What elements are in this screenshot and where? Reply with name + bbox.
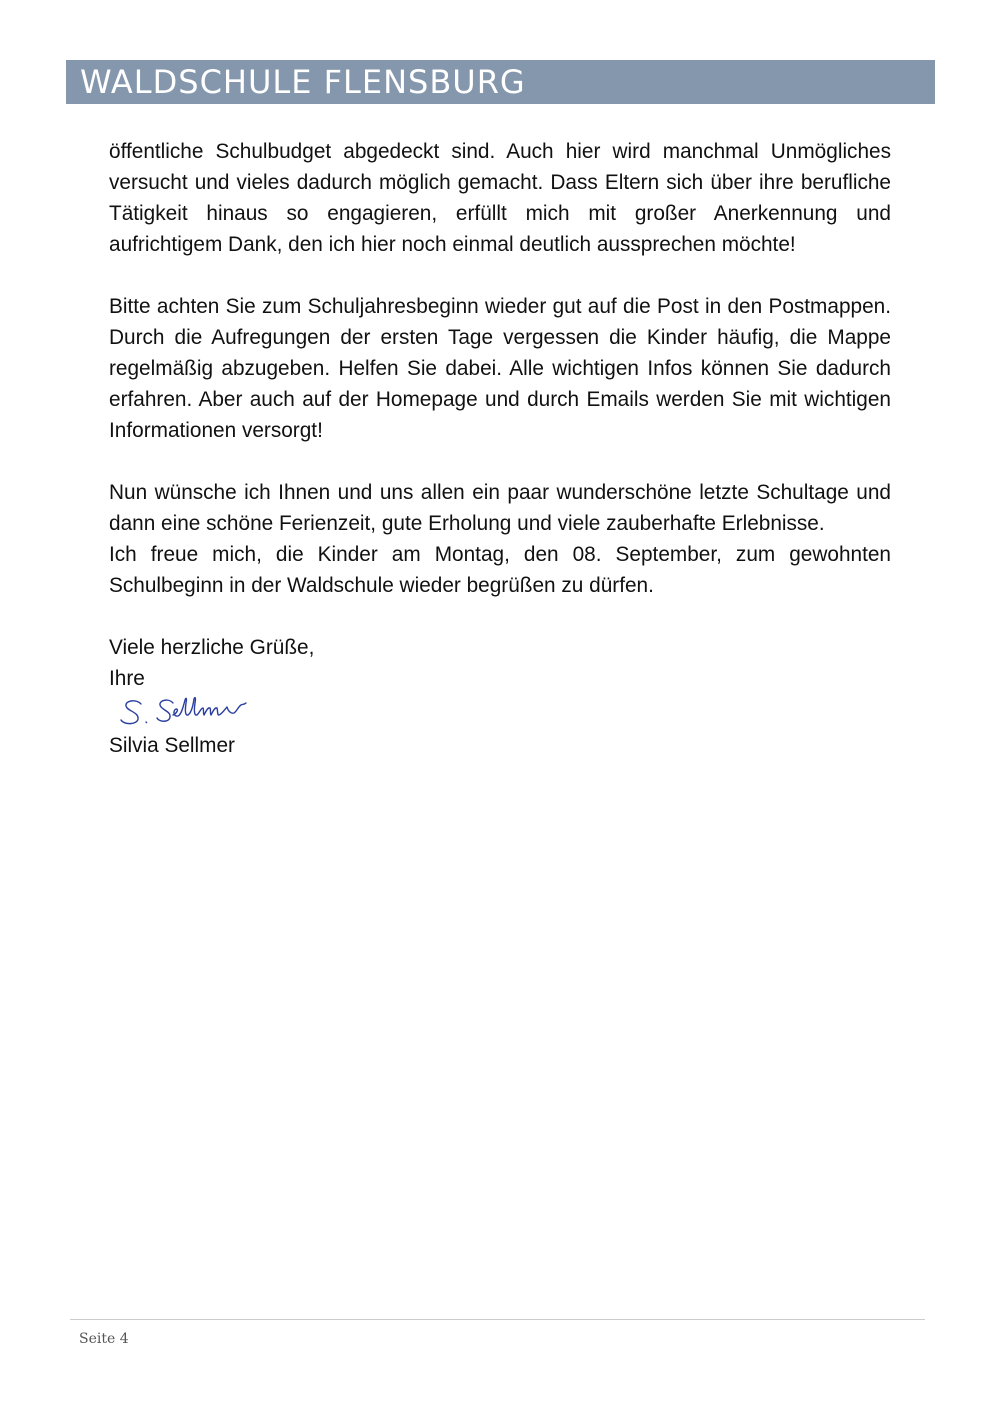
header-band [66, 60, 935, 104]
school-title: WALDSCHULE FLENSBURG [80, 63, 526, 101]
letter-body [109, 136, 891, 761]
paragraph-ferien-wishes: Nun wünsche ich Ihnen und uns allen ein paar wunderschöne letzte Schultage und dann eine schöne Ferienzeit, gute Erholung und viele zauberhafte Erlebnisse. [109, 481, 891, 535]
paragraph-postmappen: Bitte achten Sie zum Schuljahresbeginn wieder gut auf die Post in den Postmappen. Durch die Aufregungen der ersten Tage vergessen die Kinder häufig, die Mappe regelmäßig abzugeben. Helfen Sie dabei. Alle wichtigen Infos können Sie dadurch erfahren. Aber auch auf der Homepage und durch Emails werden Sie mit wichtigen Informationen versorgt! [109, 295, 891, 442]
closing-greeting: Viele herzliche Grüße, [109, 636, 315, 659]
signer-name: Silvia Sellmer [109, 734, 235, 757]
footer-divider [70, 1319, 925, 1320]
closing-salutation: Ihre [109, 667, 145, 690]
handwritten-signature [115, 694, 265, 730]
paragraph-schulbeginn: Ich freue mich, die Kinder am Montag, den 08. September, zum gewohnten Schulbeginn in der Waldschule wieder begrüßen zu dürfen. [109, 543, 891, 597]
paragraph-budget: öffentliche Schulbudget abgedeckt sind. Auch hier wird manchmal Unmögliches versucht und vieles dadurch möglich gemacht. Dass Eltern sich über ihre berufliche Tätigkeit hinaus so engagieren, erfüllt mich mit großer Anerkennung und aufrichtigem Dank, den ich hier noch einmal deutlich aussprechen möchte! [109, 140, 891, 256]
page-number: Seite 4 [79, 1331, 129, 1347]
